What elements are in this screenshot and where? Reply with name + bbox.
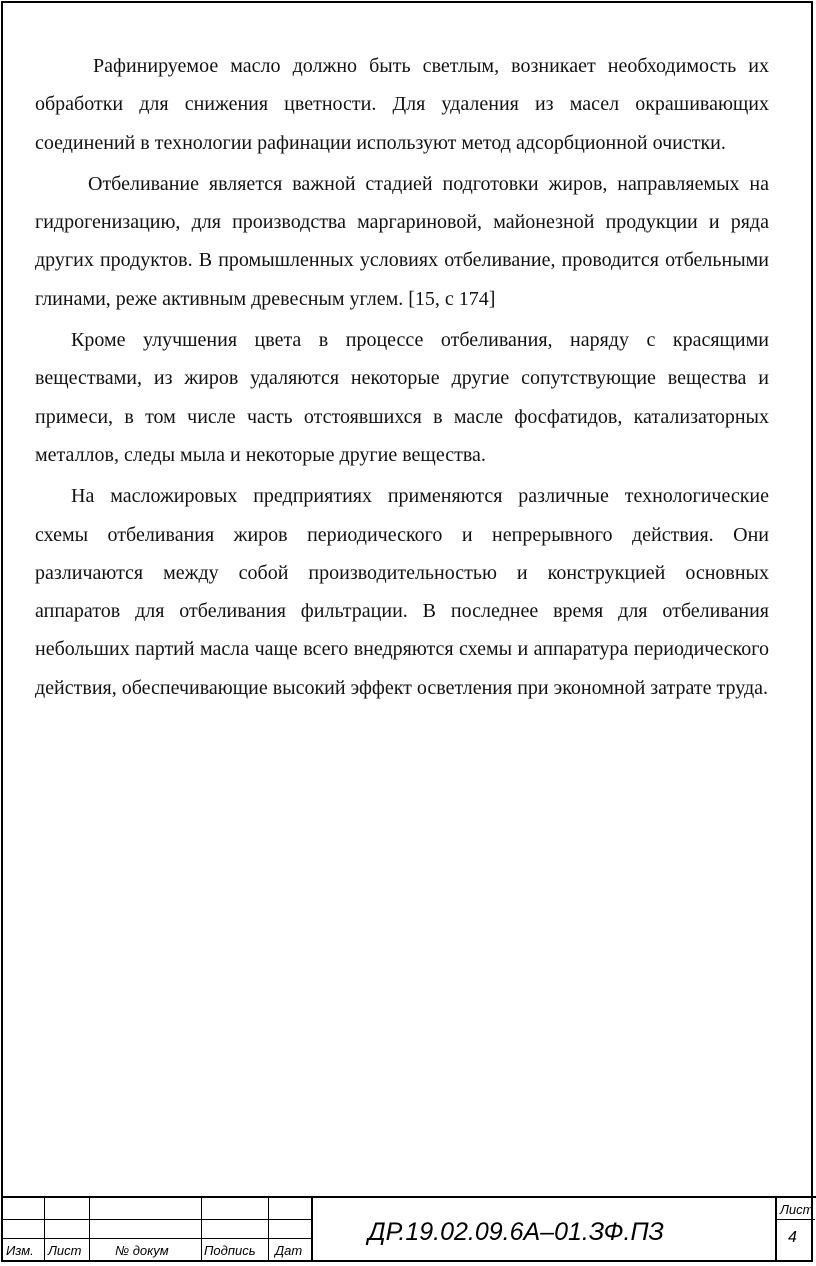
title-block: [0, 1196, 816, 1266]
document-body: [35, 47, 769, 707]
stamp-line-top: [1, 1196, 816, 1198]
stamp-col-3: [201, 1196, 202, 1262]
paragraph-4: На масложировых предприятиях применяются различные технологические схемы отбеливания жиров периодического и непрерывного действия. Они различаются между собой производительностью и конструкцией основных аппаратов для отбеливания фильтрации. В последнее время для отбеливания небольших партий масла чаще всего внедряются схемы и аппаратура периодического действия, обеспечивающие высокий эффект осветления при экономной затрате труда.: [35, 485, 769, 699]
stamp-col-6: [775, 1196, 777, 1262]
sheet-number: 4: [788, 1229, 797, 1246]
stamp-caption-doc: № докум: [115, 1243, 169, 1258]
stamp-caption-izm: Изм.: [6, 1243, 34, 1258]
paragraph-1: Рафинируемое масло должно быть светлым, возникает необходимость их обработки для снижения цветности. Для удаления из масел окрашивающих соединений в технологии рафинации используют метод адсорбционной очистки.: [35, 55, 769, 154]
stamp-line-row1: [1, 1219, 312, 1220]
stamp-caption-sign: Подпись: [204, 1243, 256, 1258]
stamp-col-2: [89, 1196, 90, 1262]
document-code: ДР.19.02.09.6А–01.ЗФ.ПЗ: [368, 1218, 664, 1246]
stamp-caption-list: Лист: [48, 1243, 82, 1258]
paragraph-2: Отбеливание является важной стадией подготовки жиров, направляемых на гидрогенизацию, для производства маргариновой, майонезной продукции и ряда других продуктов. В промышленных условиях отбеливание, проводится отбельными глинами, реже активным древесным углем. [15, с 174]: [35, 172, 769, 310]
stamp-line-sheet: [776, 1219, 815, 1220]
stamp-caption-date: Дат: [275, 1243, 303, 1258]
stamp-col-4: [268, 1196, 269, 1262]
stamp-line-row2: [1, 1238, 312, 1239]
stamp-col-1: [44, 1196, 45, 1262]
stamp-col-5: [311, 1196, 313, 1262]
sheet-label: Лист: [780, 1202, 814, 1217]
paragraph-3: Кроме улучшения цвета в процессе отбеливания, наряду с красящими веществами, из жиров удаляются некоторые другие сопутствующие вещества и примеси, в том числе часть отстоявшихся в масле фосфатидов, катализаторных металлов, следы мыла и некоторые другие вещества.: [35, 329, 769, 466]
